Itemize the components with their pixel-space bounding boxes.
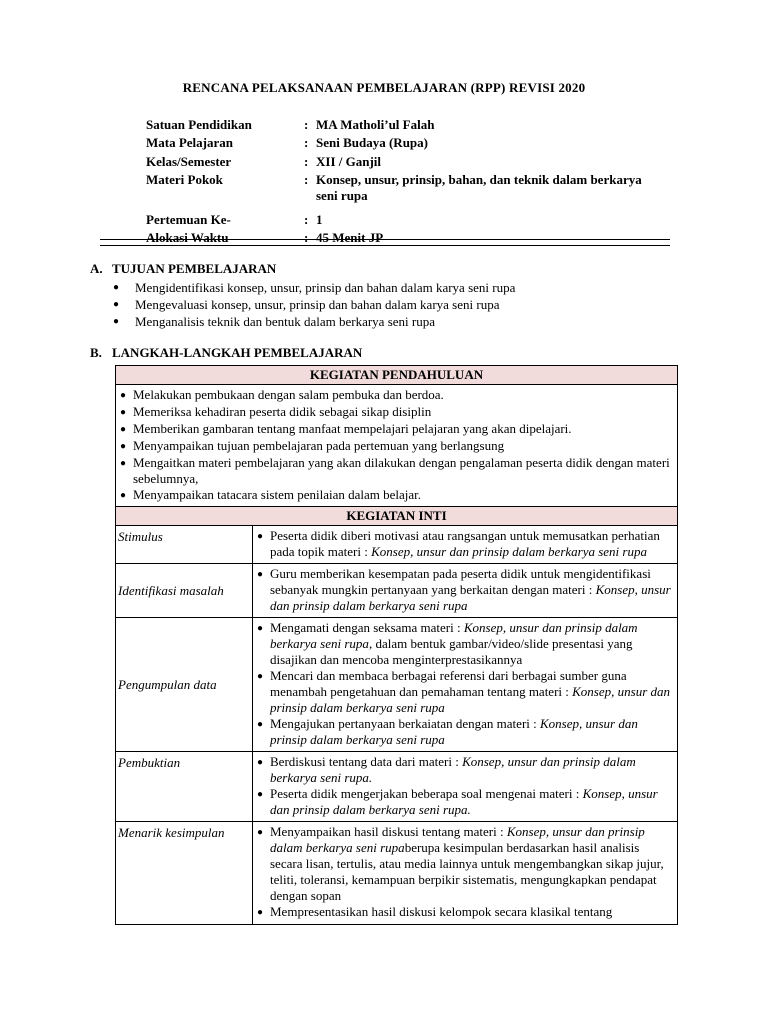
list-item: ● Mengevaluasi konsep, unsur, prinsip dan bahan dalam karya seni rupa (113, 297, 500, 312)
bullet-icon: ● (257, 719, 264, 730)
info-colon: : (304, 153, 309, 169)
info-label: Satuan Pendidikan (146, 117, 252, 132)
table-row (116, 526, 678, 564)
section-title: LANGKAH-LANGKAH PEMBELAJARAN (112, 345, 363, 360)
step-label-pembuktian: Pembuktian (116, 752, 253, 822)
langkah-table (115, 365, 678, 925)
info-label: Alokasi Waktu (146, 230, 229, 246)
list-item: ● Guru memberikan kesempatan pada peserta didik untuk mengidentifikasi sebanyak mungkin pertanyaan yang berkaitan dengan materi : Konsep, unsur dan prinsip dalam berkarya seni rupa (257, 566, 671, 613)
bullet-icon: ● (257, 907, 264, 918)
section-letter: B. (90, 345, 102, 360)
list-item: ● Peserta didik mengerjakan beberapa soal mengenai materi : Konsep, unsur dan prinsip dalam berkarya seni rupa. (257, 786, 658, 817)
table-row (116, 564, 678, 618)
info-label: Materi Pokok (146, 171, 223, 187)
step-content-stimulus (253, 526, 678, 564)
section-b-heading (90, 345, 362, 361)
inti-heading: KEGIATAN INTI (116, 507, 678, 526)
info-value: MA Matholi’ul Falah (316, 117, 435, 132)
info-label: Mata Pelajaran (146, 135, 234, 151)
bullet-icon: ● (257, 569, 264, 580)
info-row-pertemuan (146, 212, 666, 228)
list-item: ● Menyampaikan tujuan pembelajaran pada pertemuan yang berlangsung (120, 438, 505, 453)
info-colon: : (304, 117, 309, 132)
double-separator-line (100, 239, 670, 246)
step-label-stimulus: Stimulus (116, 526, 253, 564)
list-item: ● Mengaitkan materi pembelajaran yang akan dilakukan dengan pengalaman peserta didik dengan materi sebelumnya, (120, 455, 670, 486)
step-label-identifikasi: Identifikasi masalah (116, 564, 253, 618)
pendahuluan-heading: KEGIATAN PENDAHULUAN (116, 366, 678, 385)
bullet-icon: ● (257, 757, 264, 768)
info-row-satuan (146, 117, 666, 133)
list-item: ● Menyampaikan tatacara sistem penilaian dalam belajar. (120, 487, 422, 502)
bullet-icon: ● (257, 789, 264, 800)
list-item: ● Memeriksa kehadiran peserta didik sebagai sikap disiplin (120, 404, 432, 419)
list-item: ● Berdiskusi tentang data dari materi : Konsep, unsur dan prinsip dalam berkarya seni rupa. (257, 754, 636, 785)
bullet-icon: ● (120, 407, 127, 418)
bullet-icon: ● (120, 458, 127, 469)
list-item: ● Mengamati dengan seksama materi : Konsep, unsur dan prinsip dalam berkarya seni rupa, dalam bentuk gambar/video/slide presentasi yang disajikan dan mencoba menginterprestasikannya (257, 620, 638, 667)
list-item: ● Menyampaikan hasil diskusi tentang materi : Konsep, unsur dan prinsip dalam berkarya seni rupaberupa kesimpulan berdasarkan hasil analisis secara lisan, tertulis, atau media lainnya untuk mengembangkan sikap jujur, teliti, toleransi, kemampuan berpikir sistematis, mengungkapkan pendapat dengan sopan (257, 824, 664, 903)
info-value: Seni Budaya (Rupa) (316, 135, 428, 151)
bullet-icon: ● (257, 531, 264, 542)
bullet-icon: ● (257, 671, 264, 682)
list-item: ● Mencari dan membaca berbagai referensi dari berbagai sumber guna menambah pengetahuan dan pemahaman tentang materi : Konsep, unsur dan prinsip dalam berkarya seni rupa (257, 668, 671, 715)
step-label-pengumpulan: Pengumpulan data (116, 618, 253, 752)
list-item: ● Peserta didik diberi motivasi atau rangsangan untuk memusatkan perhatian pada topik materi : Konsep, unsur dan prinsip dalam berkarya seni rupa (257, 528, 660, 559)
step-content-pembuktian (253, 752, 678, 822)
tujuan-list (113, 279, 515, 330)
info-label: Pertemuan Ke- (146, 211, 231, 227)
info-colon: : (304, 171, 309, 187)
info-value: XII / Ganjil (316, 153, 382, 169)
bullet-icon: ● (120, 441, 127, 452)
info-colon: : (304, 230, 309, 246)
identity-block (146, 117, 666, 248)
list-item: ● Melakukan pembukaan dengan salam pembuka dan berdoa. (120, 387, 444, 402)
info-label: Kelas/Semester (146, 153, 232, 169)
list-item: ● Mempresentasikan hasil diskusi kelompok secara klasikal tentang (257, 904, 613, 919)
table-row (116, 822, 678, 925)
bullet-icon: ● (120, 390, 127, 401)
info-colon: : (304, 135, 309, 151)
document-title: RENCANA PELAKSANAAN PEMBELAJARAN (RPP) REVISI 2020 (182, 80, 586, 95)
list-item: ● Mengajukan pertanyaan berkaiatan dengan materi : Konsep, unsur dan prinsip dalam berkarya seni rupa (257, 716, 638, 747)
list-item: ● Mengidentifikasi konsep, unsur, prinsip dan bahan dalam karya seni rupa (113, 280, 516, 295)
bullet-icon: ● (113, 316, 120, 327)
info-row-materi (146, 172, 666, 204)
bullet-icon: ● (120, 490, 127, 501)
bullet-icon: ● (113, 282, 120, 293)
table-row (116, 618, 678, 752)
info-row-mapel (146, 135, 666, 151)
info-value: 45 Menit JP (316, 230, 384, 246)
step-content-pengumpulan (253, 618, 678, 752)
pendahuluan-cell (116, 385, 678, 507)
info-value: Konsep, unsur, prinsip, bahan, dan teknik dalam berkarya seni rupa (316, 171, 642, 203)
bullet-icon: ● (257, 623, 264, 634)
bullet-icon: ● (257, 827, 264, 838)
section-a-heading (90, 261, 276, 277)
info-row-kelas (146, 154, 666, 170)
step-content-identifikasi (253, 564, 678, 618)
table-row (116, 752, 678, 822)
bullet-icon: ● (120, 424, 127, 435)
list-item: ● Menganalisis teknik dan bentuk dalam berkarya seni rupa (113, 314, 435, 329)
list-item: ● Memberikan gambaran tentang manfaat mempelajari pelajaran yang akan dipelajari. (120, 421, 572, 436)
bullet-icon: ● (113, 299, 120, 310)
section-title: TUJUAN PEMBELAJARAN (112, 261, 277, 276)
info-colon: : (304, 211, 309, 227)
section-letter: A. (90, 261, 103, 276)
step-label-kesimpulan: Menarik kesimpulan (116, 822, 253, 925)
step-content-kesimpulan (253, 822, 678, 925)
info-value: 1 (316, 211, 323, 227)
